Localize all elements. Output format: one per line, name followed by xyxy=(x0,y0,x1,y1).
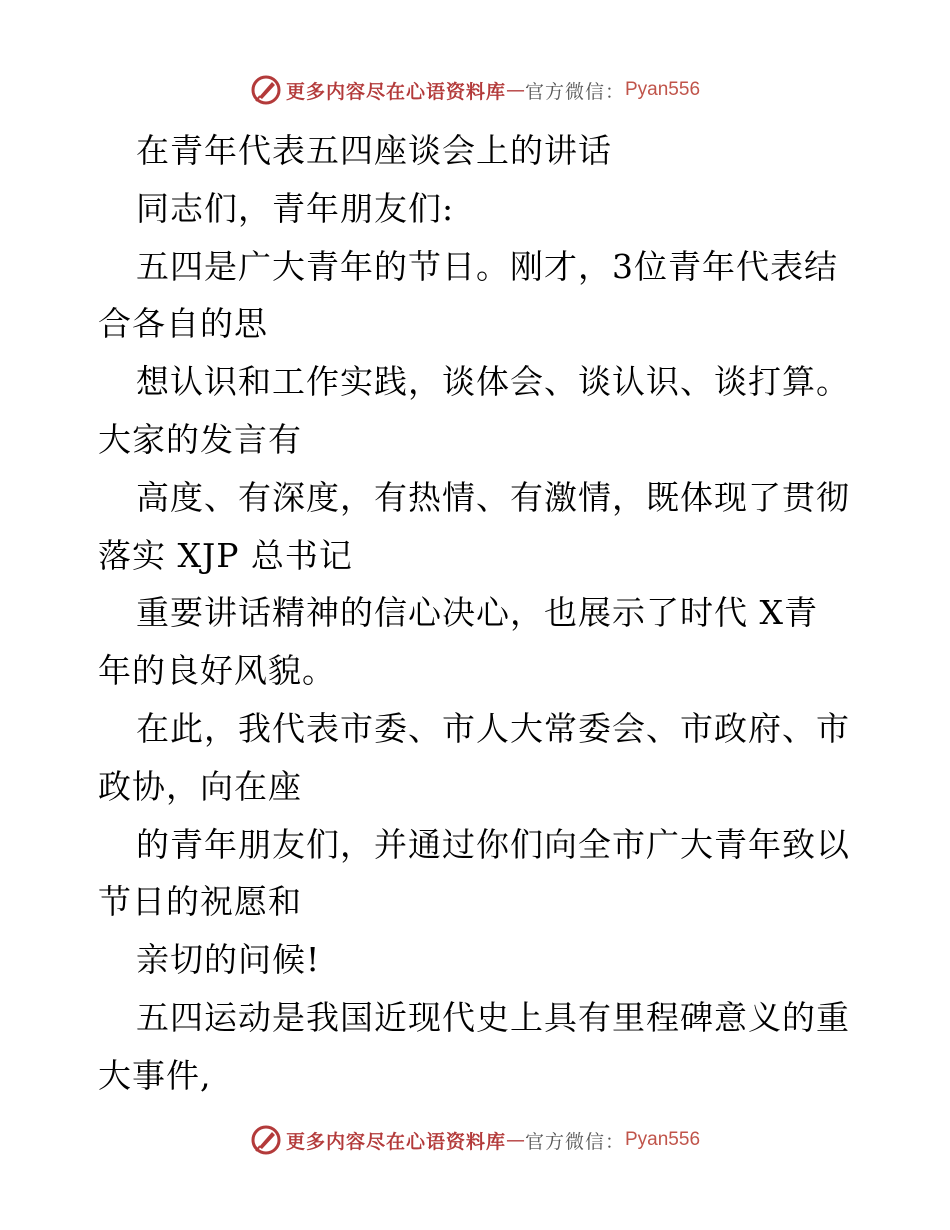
text-line: 高度、有深度，有热情、有激情，既体现了贯彻 xyxy=(136,477,850,517)
watermark-wechat-id: Pyan556 xyxy=(625,1129,701,1150)
watermark-wechat-label: 官方微信： xyxy=(524,80,625,103)
watermark-brand: 更多内容尽在心语资料库 xyxy=(285,80,506,103)
watermark-wechat-label: 官方微信： xyxy=(524,1130,625,1153)
text-line: 的青年朋友们，并通过你们向全市广大青年致以 xyxy=(136,824,850,864)
salutation: 同志们，青年朋友们: xyxy=(136,188,455,228)
feather-pen-logo-icon xyxy=(250,74,282,106)
text-line: 五四是广大青年的节日。刚才，3位青年代表结 xyxy=(136,246,838,286)
text-line: 落实 XJP 总书记 xyxy=(98,535,353,575)
footer-watermark xyxy=(0,1120,950,1160)
watermark-wechat-id: Pyan556 xyxy=(625,79,701,100)
watermark-dash: — xyxy=(505,1129,525,1151)
watermark-dash: — xyxy=(505,79,525,101)
text-line: 亲切的问候! xyxy=(136,940,321,980)
text-line: 年的良好风貌。 xyxy=(98,651,336,691)
feather-pen-logo-icon xyxy=(250,1124,282,1156)
text-line: 政协，向在座 xyxy=(98,766,302,806)
text-line: 大事件, xyxy=(98,1055,212,1095)
text-line: 在此，我代表市委、市人大常委会、市政府、市 xyxy=(136,708,850,748)
text-line: 节日的祝愿和 xyxy=(98,882,302,922)
text-line: 重要讲话精神的信心决心，也展示了时代 X青 xyxy=(136,593,818,633)
header-watermark xyxy=(0,70,950,110)
text-line: 合各自的思 xyxy=(98,304,268,344)
document-title: 在青年代表五四座谈会上的讲话 xyxy=(136,131,612,170)
document-body xyxy=(98,122,858,1105)
text-line: 五四运动是我国近现代史上具有里程碑意义的重 xyxy=(136,997,850,1037)
text-line: 大家的发言有 xyxy=(98,419,302,459)
watermark-brand: 更多内容尽在心语资料库 xyxy=(285,1130,506,1153)
text-line: 想认识和工作实践，谈体会、谈认识、谈打算。 xyxy=(136,362,850,402)
